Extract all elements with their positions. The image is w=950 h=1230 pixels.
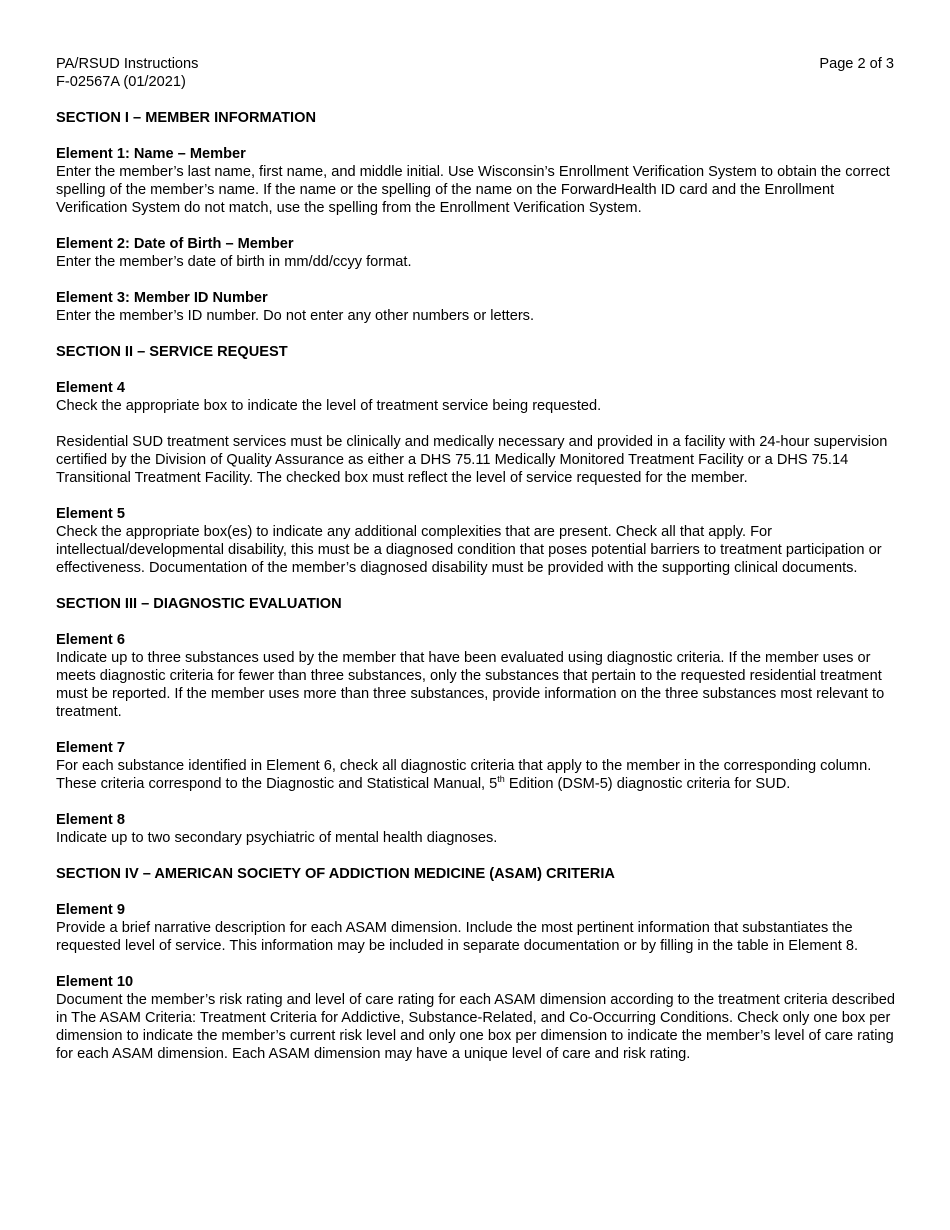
ordinal-suffix: th: [497, 774, 505, 784]
form-identifier: [56, 55, 198, 91]
element-block: [56, 901, 896, 955]
element-description: Provide a brief narrative description for each ASAM dimension. Include the most pertinent information that substantiates the requested level of service. This information may be included in separate documentation or by filling in the table in Element 8.: [56, 920, 859, 954]
element-block: [56, 505, 896, 577]
element-description: For each substance identified in Element 6, check all diagnostic criteria that apply to the member in the corresponding column. These criteria correspond to the Diagnostic and Statistical Manual, 5th Edition (DSM-5) diagnostic criteria for SUD.: [56, 758, 872, 792]
element-description: Enter the member’s last name, first name, and middle initial. Use Wisconsin’s Enrollment Verification System to obtain the correct spelling of the member’s name. If the name or the spelling of the name on the ForwardHealth ID card and the Enrollment Verification System do not match, use the spelling from the Enrollment Verification System.: [56, 164, 890, 216]
element-block: [56, 739, 896, 793]
element-description: Document the member’s risk rating and level of care rating for each ASAM dimension according to the treatment criteria described in The ASAM Criteria: Treatment Criteria for Addictive, Substance-Related, and Co-Occurring Conditions. Check only one box per dimension to indicate the member’s current risk level and only one box per dimension to indicate the member’s level of care rating for each ASAM dimension. Each ASAM dimension may have a unique level of care and risk rating.: [56, 992, 896, 1062]
element-block: [56, 973, 896, 1063]
element-title: Element 6: [56, 632, 125, 648]
element-description: Enter the member’s date of birth in mm/dd/ccyy format.: [56, 254, 412, 270]
element-title: Element 4: [56, 380, 125, 396]
element-title: Element 8: [56, 812, 125, 828]
element-block: [56, 145, 896, 217]
form-number: F-02567A (01/2021): [56, 74, 186, 90]
element-block: [56, 631, 896, 721]
element-block: [56, 811, 896, 847]
element-title: Element 7: [56, 740, 125, 756]
document-body: [56, 109, 896, 1081]
element-block: [56, 235, 896, 271]
element-block: [56, 379, 896, 487]
element-title: Element 1: Name – Member: [56, 146, 246, 162]
section-title: SECTION II – SERVICE REQUEST: [56, 344, 288, 360]
element-title: Element 9: [56, 902, 125, 918]
element-title: Element 3: Member ID Number: [56, 290, 268, 306]
element-description: Residential SUD treatment services must be clinically and medically necessary and provided in a facility with 24-hour supervision certified by the Division of Quality Assurance as either a DHS 75.11 Medically Monitored Treatment Facility or a DHS 75.14 Transitional Treatment Facility. The checked box must reflect the level of service requested for the member.: [56, 434, 888, 486]
page-label: Page 2 of 3: [819, 56, 894, 72]
element-description: Check the appropriate box to indicate the level of treatment service being requested.: [56, 398, 602, 414]
section-title: SECTION III – DIAGNOSTIC EVALUATION: [56, 596, 342, 612]
element-description: Check the appropriate box(es) to indicate any additional complexities that are present. Check all that apply. For intellectual/developmental disability, this must be a diagnosed condition that poses potential barriers to treatment participation or effectiveness. Documentation of the member’s diagnosed disability must be provided with the supporting clinical documents.: [56, 524, 882, 576]
element-block: [56, 289, 896, 325]
element-description: Indicate up to three substances used by the member that have been evaluated using diagnostic criteria. If the member uses or meets diagnostic criteria for fewer than three substances, only the substances that pertain to the requested residential treatment must be reported. If the member uses more than three substances, provide information on the three substances most relevant to treatment.: [56, 650, 885, 720]
element-description: Enter the member’s ID number. Do not enter any other numbers or letters.: [56, 308, 535, 324]
element-title: Element 2: Date of Birth – Member: [56, 236, 294, 252]
element-description: Indicate up to two secondary psychiatric of mental health diagnoses.: [56, 830, 498, 846]
element-title: Element 10: [56, 974, 134, 990]
page-number: [819, 55, 894, 73]
element-title: Element 5: [56, 506, 125, 522]
section-title: SECTION I – MEMBER INFORMATION: [56, 110, 316, 126]
form-title: PA/RSUD Instructions: [56, 56, 199, 72]
section-title: SECTION IV – AMERICAN SOCIETY OF ADDICTION MEDICINE (ASAM) CRITERIA: [56, 866, 615, 882]
